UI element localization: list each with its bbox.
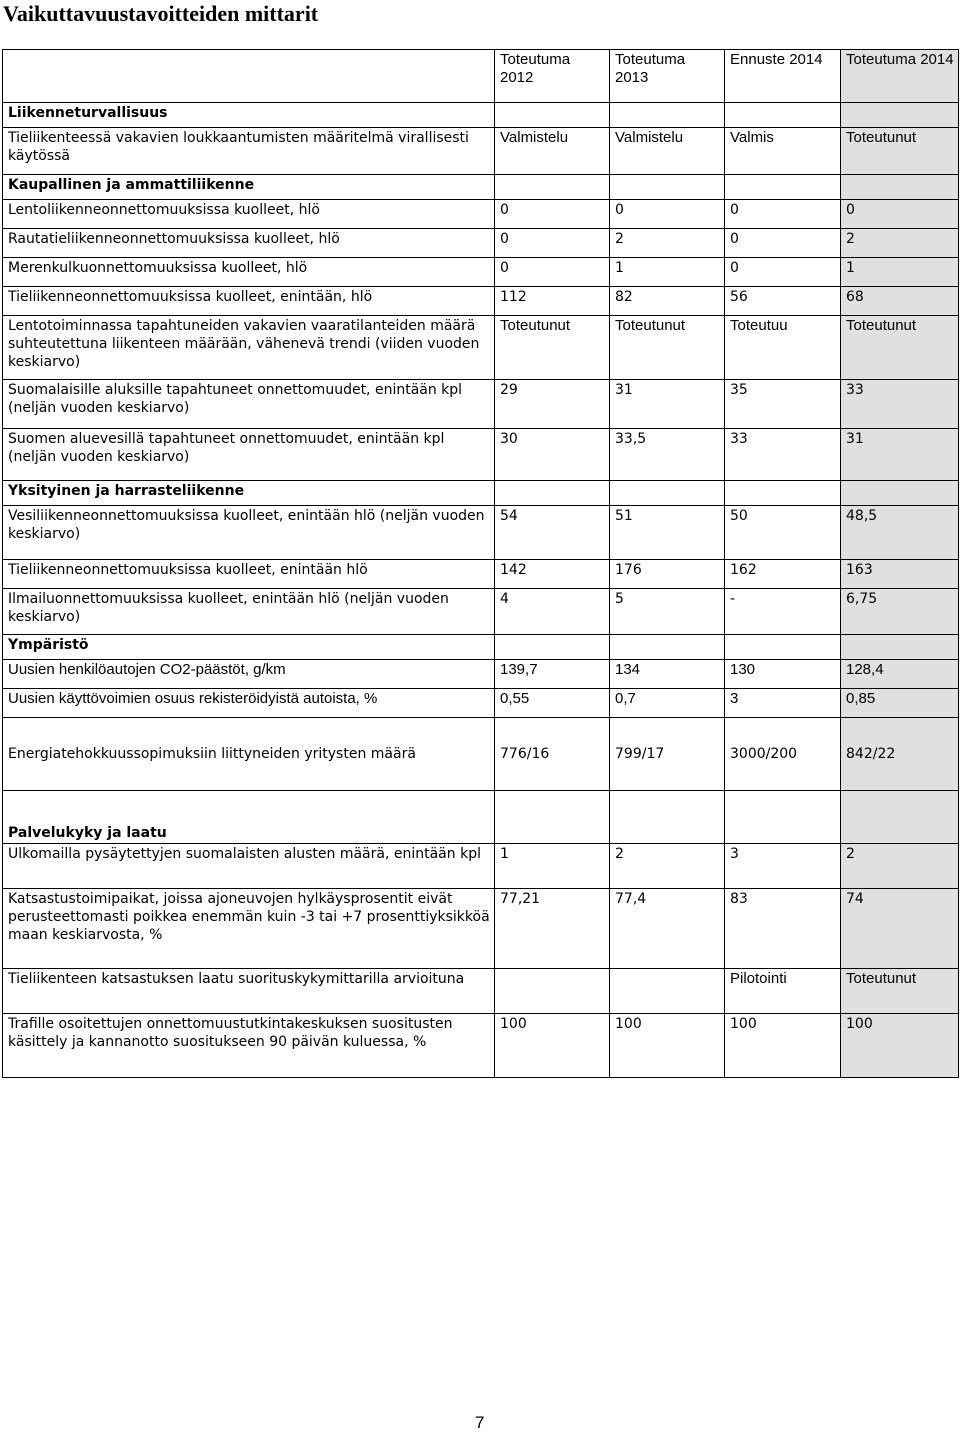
table-row (3, 258, 959, 287)
table-cell (610, 969, 725, 1014)
table-cell: 5 (610, 589, 725, 635)
table-row (3, 506, 959, 560)
table-cell: 0 (725, 258, 841, 287)
table-cell: 0 (495, 200, 610, 229)
column-header: Toteutuma 2014 (841, 50, 959, 103)
table-cell: 6,75 (841, 589, 959, 635)
table-cell: 0,85 (841, 689, 959, 718)
metric-label: Tieliikenneonnettomuuksissa kuolleet, enintään hlö (3, 560, 495, 589)
table-cell: Valmistelu (495, 128, 610, 175)
metric-label: Trafille osoitettujen onnettomuustutkintakeskuksen suositusten käsittely ja kannanotto suositukseen 90 päivän kuluessa, % (3, 1014, 495, 1078)
metric-label: Katsastustoimipaikat, joissa ajoneuvojen hylkäysprosentit eivät perusteettomasti poikkea enemmän kuin -3 tai +7 prosenttiyksikköä maan keskiarvosta, % (3, 889, 495, 969)
table-cell: 0 (725, 229, 841, 258)
metric-label: Suomalaisille aluksille tapahtuneet onnettomuudet, enintään kpl (neljän vuoden keskiarvo) (3, 380, 495, 429)
table-row (3, 316, 959, 380)
table-row (3, 844, 959, 889)
table-cell: 128,4 (841, 660, 959, 689)
table-cell (3, 50, 495, 103)
table-cell: 2 (841, 844, 959, 889)
metric-label: Lentotoiminnassa tapahtuneiden vakavien vaaratilanteiden määrä suhteutettuna liikenteen määrään, vähenevä trendi (viiden vuoden keskiarvo) (3, 316, 495, 380)
table-cell: 3 (725, 689, 841, 718)
table-cell: 100 (841, 1014, 959, 1078)
table-cell: 35 (725, 380, 841, 429)
section-header-row (3, 103, 959, 128)
section-title: Yksityinen ja harrasteliikenne (3, 481, 495, 506)
table-cell: Toteutunut (841, 128, 959, 175)
section-title: Palvelukyky ja laatu (3, 791, 495, 844)
table-cell (495, 791, 610, 844)
table-cell: 3 (725, 844, 841, 889)
table-cell: Valmistelu (610, 128, 725, 175)
metric-label: Vesiliikenneonnettomuuksissa kuolleet, enintään hlö (neljän vuoden keskiarvo) (3, 506, 495, 560)
table-cell (495, 103, 610, 128)
section-title: Liikenneturvallisuus (3, 103, 495, 128)
table-cell (610, 635, 725, 660)
table-cell (725, 481, 841, 506)
table-cell (495, 969, 610, 1014)
table-cell: 0 (841, 200, 959, 229)
table-cell: Toteutunut (610, 316, 725, 380)
section-header-row (3, 481, 959, 506)
metric-label: Energiatehokkuussopimuksiin liittyneiden yritysten määrä (3, 718, 495, 791)
table-row (3, 889, 959, 969)
table-cell: 68 (841, 287, 959, 316)
table-cell (725, 791, 841, 844)
metric-label: Suomen aluevesillä tapahtuneet onnettomuudet, enintään kpl (neljän vuoden keskiarvo) (3, 429, 495, 481)
table-cell: 82 (610, 287, 725, 316)
table-cell: 100 (610, 1014, 725, 1078)
table-cell: 2 (610, 229, 725, 258)
page-title: Vaikuttavuustavoitteiden mittarit (3, 1, 319, 26)
metric-label: Tieliikenneonnettomuuksissa kuolleet, enintään, hlö (3, 287, 495, 316)
table-cell: 162 (725, 560, 841, 589)
table-cell: 112 (495, 287, 610, 316)
section-title: Ympäristö (3, 635, 495, 660)
table-cell: 1 (841, 258, 959, 287)
table-cell: 100 (495, 1014, 610, 1078)
metric-label: Lentoliikenneonnettomuuksissa kuolleet, hlö (3, 200, 495, 229)
table-cell: 77,21 (495, 889, 610, 969)
table-cell: 33,5 (610, 429, 725, 481)
table-cell: 100 (725, 1014, 841, 1078)
metric-label: Rautatieliikenneonnettomuuksissa kuolleet, hlö (3, 229, 495, 258)
table-cell: 163 (841, 560, 959, 589)
table-cell: 0 (725, 200, 841, 229)
metric-label: Uusien henkilöautojen CO2-päästöt, g/km (3, 660, 495, 689)
table-row (3, 128, 959, 175)
column-header: Toteutuma 2012 (495, 50, 610, 103)
page-number: 7 (475, 1413, 485, 1432)
table-cell: 139,7 (495, 660, 610, 689)
table-row (3, 969, 959, 1014)
table-row (3, 1014, 959, 1078)
table-cell: 2 (610, 844, 725, 889)
table-row (3, 689, 959, 718)
table-cell: 0 (610, 200, 725, 229)
table-row (3, 560, 959, 589)
table-cell: 33 (841, 380, 959, 429)
table-cell (610, 175, 725, 200)
table-row (3, 718, 959, 791)
metric-label: Ulkomailla pysäytettyjen suomalaisten alusten määrä, enintään kpl (3, 844, 495, 889)
table-cell: 33 (725, 429, 841, 481)
table-row (3, 429, 959, 481)
table-cell (495, 481, 610, 506)
table-cell: 130 (725, 660, 841, 689)
section-title: Kaupallinen ja ammattiliikenne (3, 175, 495, 200)
table-cell (495, 175, 610, 200)
metric-label: Tieliikenteessä vakavien loukkaantumisten määritelmä virallisesti käytössä (3, 128, 495, 175)
column-header: Toteutuma 2013 (610, 50, 725, 103)
section-header-row (3, 175, 959, 200)
metric-label: Ilmailuonnettomuuksissa kuolleet, enintään hlö (neljän vuoden keskiarvo) (3, 589, 495, 635)
table-row (3, 200, 959, 229)
table-cell: 74 (841, 889, 959, 969)
table-cell: Valmis (725, 128, 841, 175)
table-cell: 0,55 (495, 689, 610, 718)
section-header-row (3, 635, 959, 660)
table-row (3, 229, 959, 258)
section-header-row (3, 791, 959, 844)
table-cell: 30 (495, 429, 610, 481)
metric-label: Tieliikenteen katsastuksen laatu suorituskykymittarilla arvioituna (3, 969, 495, 1014)
table-cell: 4 (495, 589, 610, 635)
table-cell: 1 (495, 844, 610, 889)
table-cell: 0 (495, 229, 610, 258)
table-cell: 0,7 (610, 689, 725, 718)
table-cell: - (725, 589, 841, 635)
table-cell: Pilotointi (725, 969, 841, 1014)
table-cell (610, 481, 725, 506)
table-cell (841, 481, 959, 506)
table-cell: 50 (725, 506, 841, 560)
table-cell: 776/16 (495, 718, 610, 791)
table-cell (495, 635, 610, 660)
table-cell (725, 175, 841, 200)
table-cell (841, 175, 959, 200)
metric-label: Merenkulkuonnettomuuksissa kuolleet, hlö (3, 258, 495, 287)
table-row (3, 287, 959, 316)
table-cell (841, 635, 959, 660)
table-cell: 31 (841, 429, 959, 481)
metrics-table (2, 49, 959, 1078)
table-cell: Toteutunut (495, 316, 610, 380)
table-cell: 2 (841, 229, 959, 258)
table-cell (725, 635, 841, 660)
table-cell (610, 791, 725, 844)
table-cell: 51 (610, 506, 725, 560)
table-cell (610, 103, 725, 128)
table-cell: Toteutunut (841, 316, 959, 380)
table-cell (841, 791, 959, 844)
metric-label: Uusien käyttövoimien osuus rekisteröidyistä autoista, % (3, 689, 495, 718)
table-row (3, 380, 959, 429)
table-cell: 842/22 (841, 718, 959, 791)
table-cell: 0 (495, 258, 610, 287)
table-cell: 77,4 (610, 889, 725, 969)
table-cell: 54 (495, 506, 610, 560)
table-cell: 176 (610, 560, 725, 589)
table-cell: 31 (610, 380, 725, 429)
table-row (3, 660, 959, 689)
table-cell: 799/17 (610, 718, 725, 791)
table-cell: 83 (725, 889, 841, 969)
table-cell: 134 (610, 660, 725, 689)
table-header-row (3, 50, 959, 103)
column-header: Ennuste 2014 (725, 50, 841, 103)
table-cell (725, 103, 841, 128)
table-cell: Toteutunut (841, 969, 959, 1014)
table-row (3, 589, 959, 635)
table-cell: 29 (495, 380, 610, 429)
table-cell: 142 (495, 560, 610, 589)
table-cell: 1 (610, 258, 725, 287)
table-cell: 56 (725, 287, 841, 316)
table-cell: Toteutuu (725, 316, 841, 380)
table-cell (841, 103, 959, 128)
table-cell: 3000/200 (725, 718, 841, 791)
table-cell: 48,5 (841, 506, 959, 560)
